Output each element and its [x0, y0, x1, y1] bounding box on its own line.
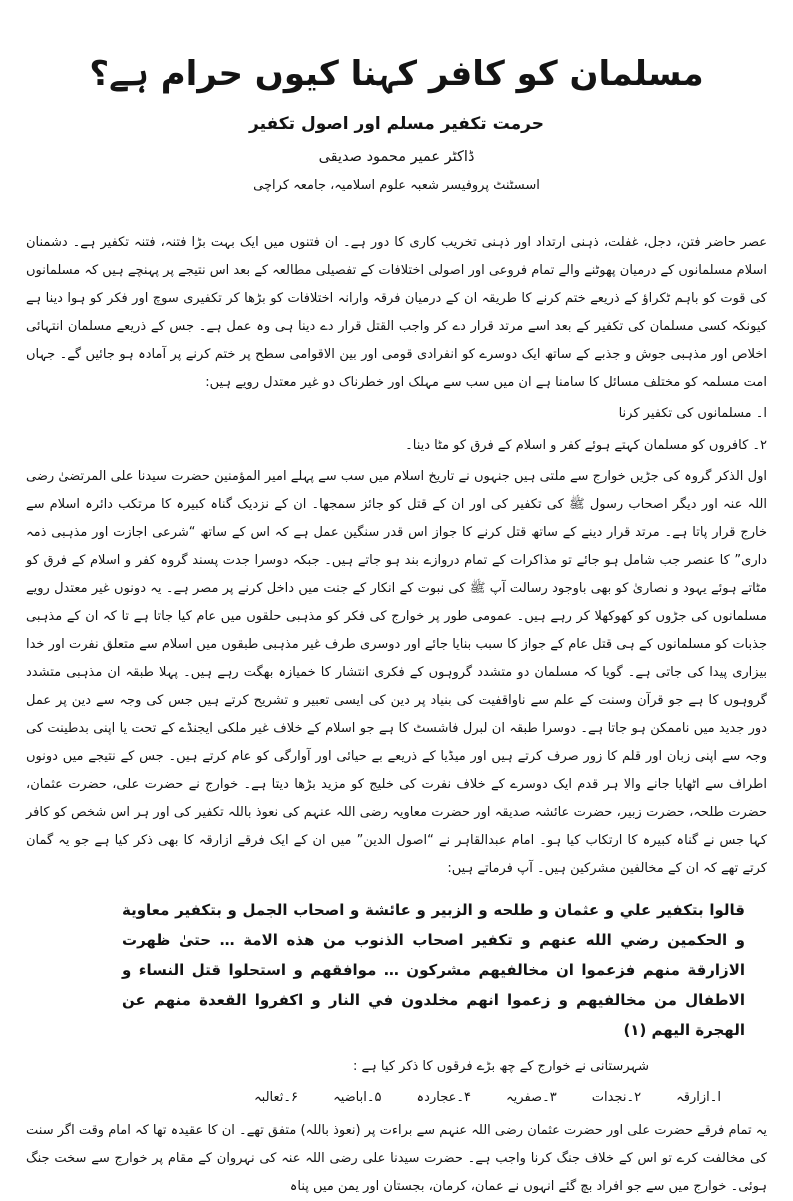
khawarij-sects-list [254, 1085, 721, 1111]
sect-item-sufriya: ۳۔صفریہ [506, 1090, 557, 1106]
author-name: ڈاکٹر عمیر محمود صدیقی [318, 149, 475, 166]
paragraph-sects-history-nahrawan: یہ تمام فرقے حضرت علی اور حضرت عثمان رضی اللہ عنہم سے براءت پر (نعوذ باللہ) متفق تھے۔ ان کا عقیدہ تھا کہ امام وقت اگر سنت کی مخالفت کرے تو اس کے خلاف جنگ کرنا واجب ہے۔ حضرت سیدنا علی رضی اللہ عنہ کی نہروان کے مقام پر خوارج سے سخت جنگ ہوئی۔ خوارج میں سے جو افراد بچ گئے انہوں نے عمان، کرمان، بجستان اور یمن میں پناہ [26, 1123, 767, 1195]
page-title: مسلمان کو کافر کہنا کیوں حرام ہے؟ [89, 54, 704, 94]
sect-item-najdat: ۲۔نجدات [591, 1090, 642, 1106]
shahrastani-sects-intro: شہرستانی نے خوارج کے چھ بڑے فرقوں کا ذکر کیا ہے : [353, 1059, 649, 1075]
list-point-1-takfir-of-muslims: ا۔ مسلمانوں کی تکفیر کرنا [618, 406, 767, 422]
paragraph-khawarij-and-two-extremes: اول الذکر گروہ کی جڑیں خوارج سے ملتی ہیں جنہوں نے تاریخ اسلام میں سب سے پہلے امیر المؤمنین حضرت سیدنا علی المرتضیٰ رضی اللہ عنہ اور دیگر اصحاب رسول ﷺ کی تکفیر کی اور ان کے قتل کو جائز سمجھا۔ ان کے نزدیک گناہ کبیرہ کا مرتکب دائرہ اسلام سے خارج قرار پاتا ہے۔ مرتد قرار دینے کے ساتھ قتل کرنے کا جواز اس قدر سنگین عمل ہے کہ اس کے ساتھ “شرعی اجازت اور مذہبی ذمہ داری” کا عنصر جب شامل ہو جائے تو مذاکرات کے تمام دروازے بند ہو جاتے ہیں۔ جبکہ دوسرا جدت پسند گروہ کفر و اسلام کے فرق کو مٹاتے ہوئے یہود و نصاریٰ کو بھی باوجود رسالت آپ ﷺ کی نبوت کے انکار کے جنت میں داخل کرنے پر مصر ہے۔ یہ دونوں غیر معتدل رویے مسلمانوں کی جڑوں کو کھوکھلا کر رہے ہیں۔ عمومی طور پر خوارج کی فکر کو مذہبی حلقوں میں عام کیا جاتا ہے تا کہ ان کے مذہبی جذبات کو مسلمانوں کے ہی قتل عام کے جواز کا سبب بنایا جائے اور دوسری طرف غیر مذہبی طبقوں میں اسلام سے متعلق نفرت اور خدا بیزاری پیدا کی جاتی ہے۔ گویا کہ مسلمان دو متشدد گروہوں کے فکری انتشار کا خمیازہ بھگت رہے ہیں۔ پہلا طبقہ ان مذہبی متشدد گروہوں کا ہے جو قرآن وسنت کے علم سے ناواقفیت کی بنیاد پر دین کی ایسی تعبیر و تشریح کرتے ہیں جس کی وجہ سے دین پر عمل دور جدید میں ناممکن ہو جاتا ہے۔ دوسرا طبقہ ان لبرل فاشسٹ کا ہے جو اسلام کے خلاف غیر ملکی ایجنڈے کے تحت یا اپنی بدطینت کی وجہ سے اپنی زبان اور قلم کا زور صرف کرتے ہیں اور میڈیا کے ذریعے بے حیائی اور آوارگی کو عام کرتے ہیں۔ جس کے نتیجے میں دونوں اطراف سے اٹھایا جانے والا ہر قدم ایک دوسرے کے خلاف نفرت کی خلیج کو مزید بڑھا دیتا ہے۔ خوارج نے حضرت علی، حضرت عثمان، حضرت طلحہ، حضرت زبیر، حضرت عائشہ صدیقہ اور حضرت معاویہ رضی اللہ عنہم کی نعوذ باللہ تکفیر کی اور ہر اس شخص کو کافر کہا جس نے گناہ کبیرہ کا ارتکاب کیا ہو۔ امام عبدالقاہر نے “اصول الدین” میں ان کے ایک فرقے ازارقہ کا بھی ذکر کیا ہے جو یہ گمان کرتے تھے کہ ان کے مخالفین مشرکین ہیں۔ آپ فرماتے ہیں: [26, 469, 767, 877]
list-point-2-erasing-kufr-islam-difference: ۲۔ کافروں کو مسلمان کہتے ہوئے کفر و اسلام کے فرق کو مٹا دینا۔ [405, 438, 767, 454]
page-subtitle: حرمت تکفیر مسلم اور اصول تکفیر [249, 114, 544, 135]
arabic-quotation-usul-al-din: قالوا بتكفير علي و عثمان و طلحه و الزبير و عائشة و اصحاب الجمل و بتكفير معاوية و الحكمين رضي الله عنهم و تكفير اصحاب الذنوب من هذه الامة … حتىٰ ظهرت الازارقة منهم فزعموا ان مخالفيهم مشركون … موافقهم و استحلوا قتل النساء و الاطفال من مخالفيهم و زعموا انهم مخلدون في النار و اكفروا القعدة منهم عن الهجرة اليهم (۱) [122, 901, 745, 1040]
paragraph-intro-takfir-fitna: عصر حاضر فتن، دجل، غفلت، ذہنی ارتداد اور ذہنی تخریب کاری کا دور ہے۔ ان فتنوں میں ایک بہت بڑا فتنہ، فتنہ تکفیر ہے۔ دشمنان اسلام مسلمانوں کے درمیان پھوٹنے والے تمام فروعی اور اصولی اختلافات کے تفصیلی مطالعہ کے بعد اس نتیجے پر پہنچے ہیں کہ مسلمانوں کی قوت کو باہم ٹکراؤ کے ذریعے ختم کرنے کا طریقہ ان کے درمیان فرقہ وارانہ اختلافات کو بڑھا کر تکفیری سوچ اور فکر کو ہوا دینا ہے کیونکہ کسی مسلمان کی تکفیر کے بعد اسے مرتد قرار دے کر واجب القتل قرار دے دینا ہی وہ عمل ہے۔ جس کے ذریعے مسلمان انتہائی اخلاص اور مذہبی جوش و جذبے کے ساتھ ایک دوسرے کو انفرادی قومی اور بین الاقوامی سطح پر ختم کرنے پر آمادہ ہو جائیں گے۔ جہاں امت مسلمہ کو مختلف مسائل کا سامنا ہے ان میں سب سے مہلک اور خطرناک دو غیر معتدل رویے ہیں: [26, 235, 767, 391]
sect-item-ibadiya: ۵۔اباضیہ [333, 1090, 382, 1106]
sect-item-ajarida: ۴۔عجاردہ [416, 1090, 471, 1106]
sect-item-azariqa: ا۔ازارقہ [676, 1090, 721, 1106]
sect-item-thaaliba: ۶۔ثعالبہ [254, 1090, 298, 1106]
author-affiliation: اسسٹنٹ پروفیسر شعبہ علوم اسلامیہ، جامعہ کراچی [253, 178, 540, 194]
